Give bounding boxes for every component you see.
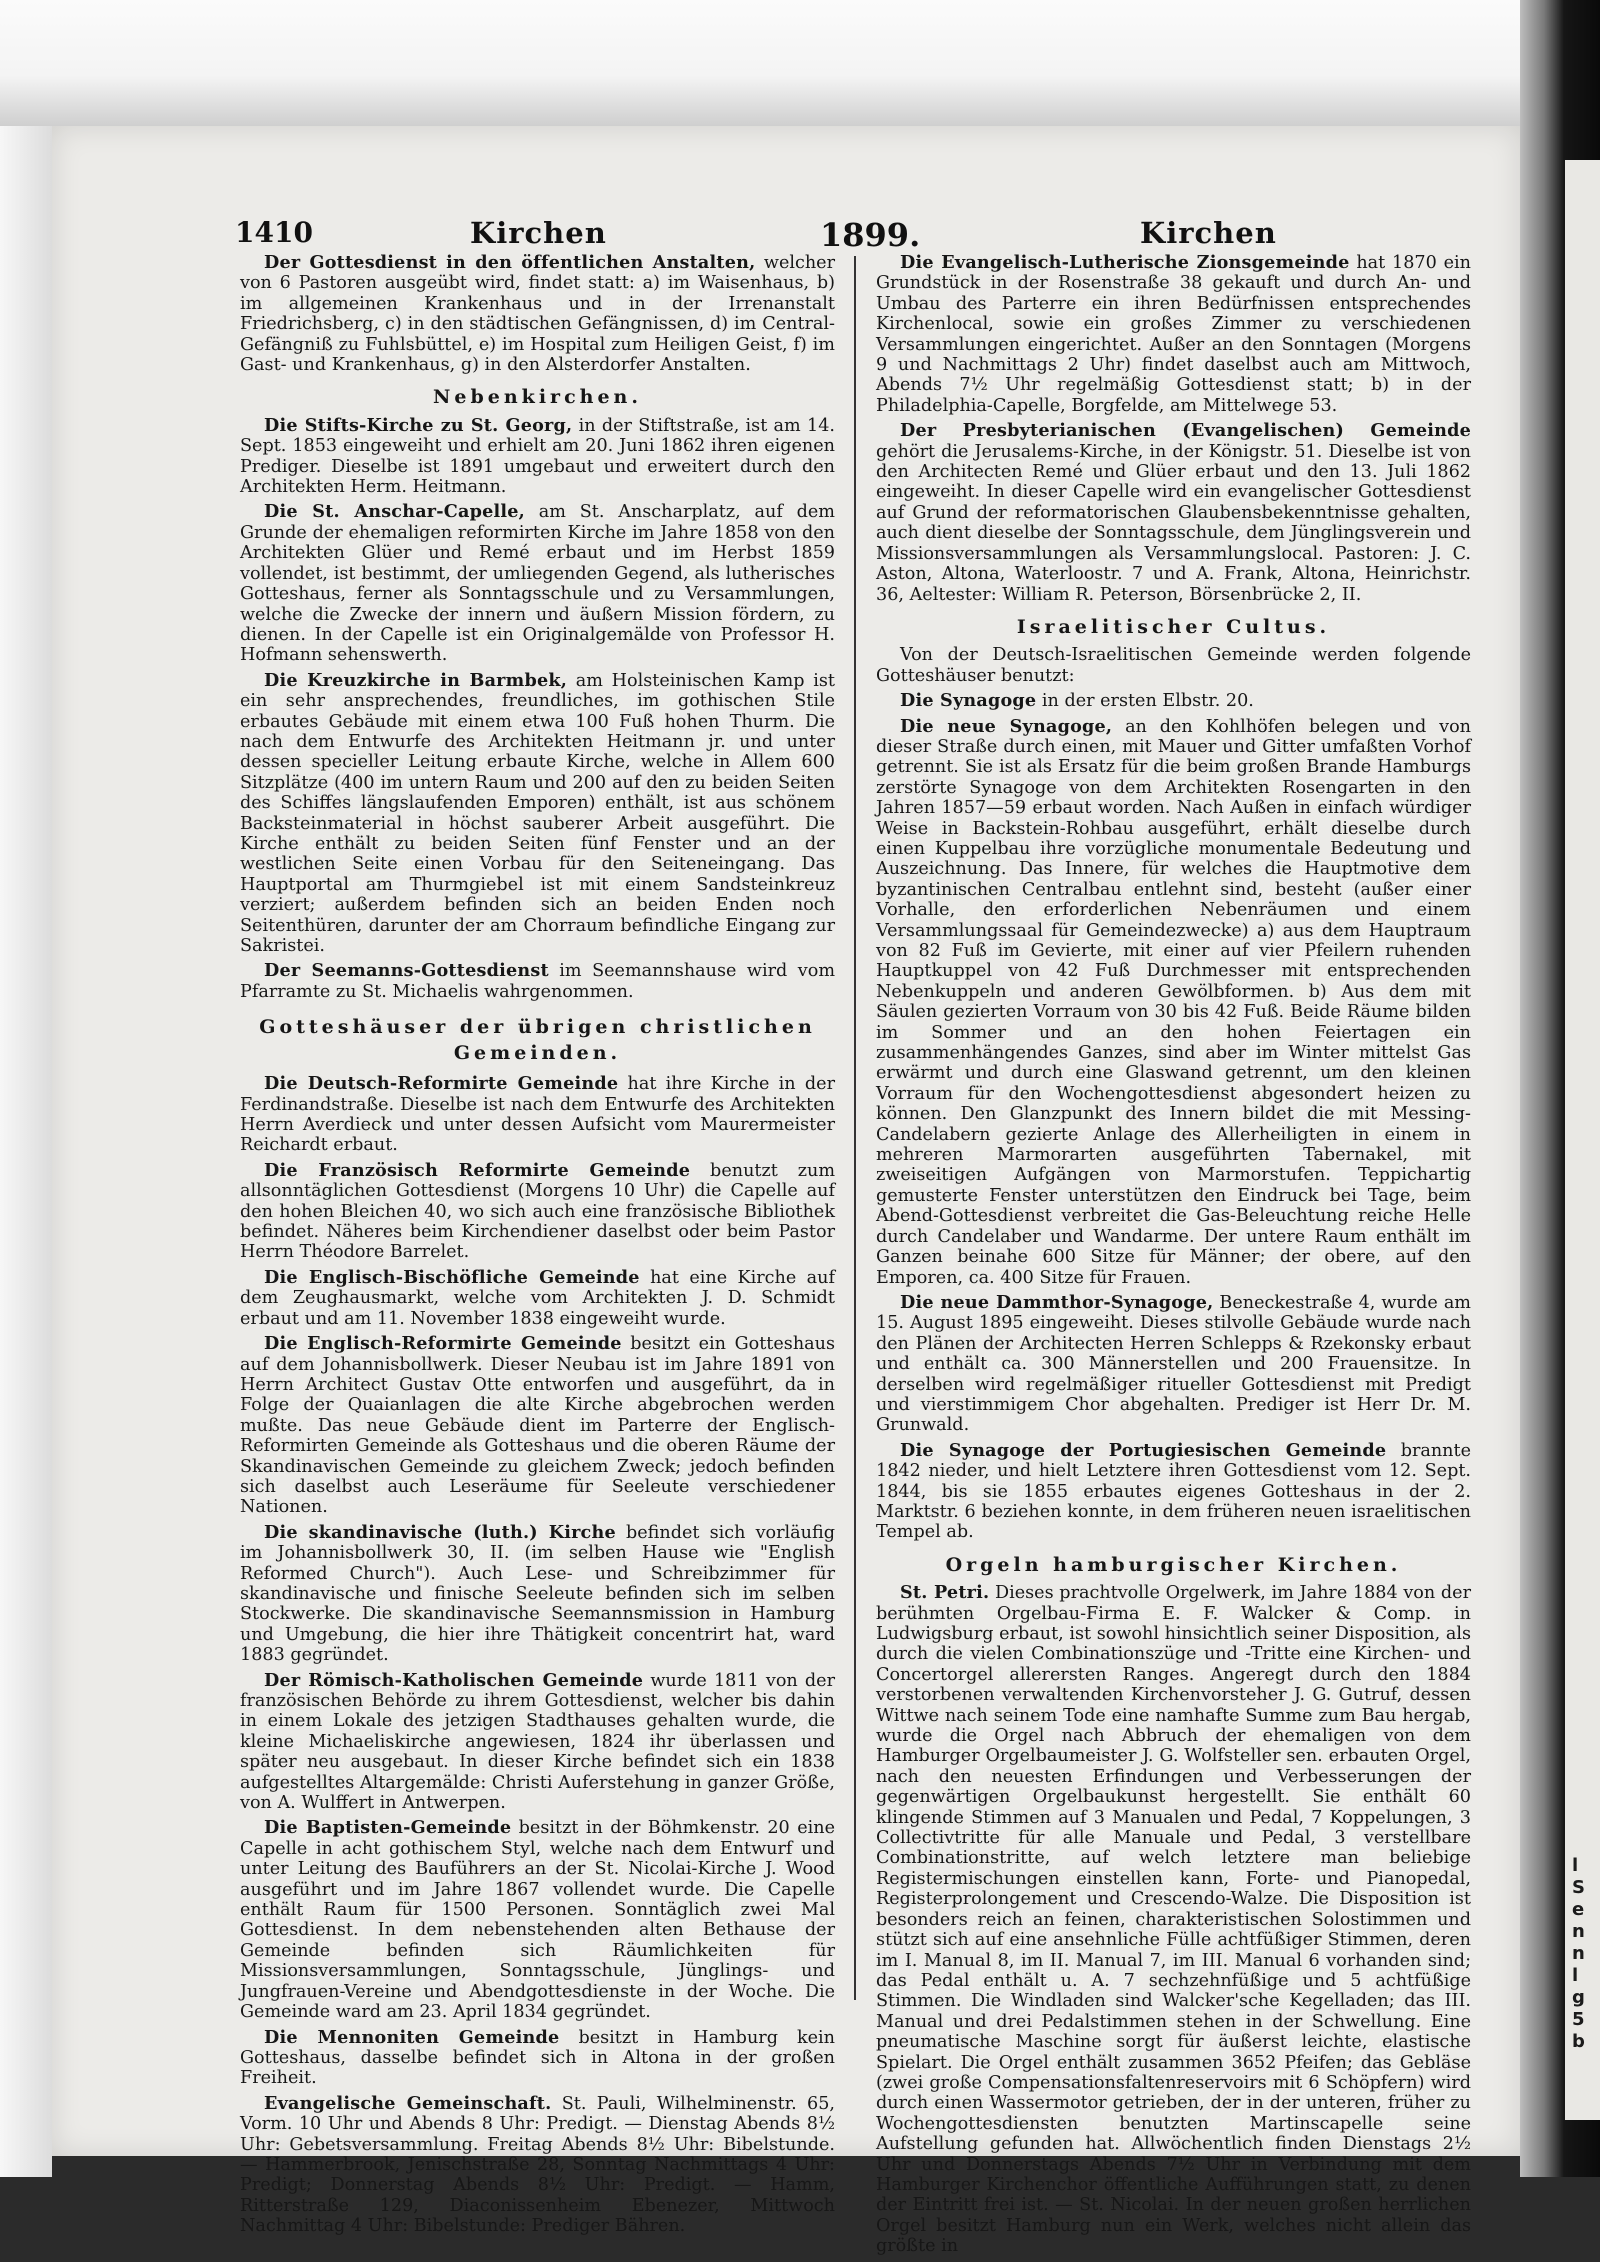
paragraph-mennoniten-gemeinde <box>240 2028 835 2089</box>
paragraph-lead: Die Stifts-Kirche zu St. Georg, <box>264 414 573 436</box>
scan-top-margin <box>0 0 1600 126</box>
edge-letter: S <box>1572 1877 1585 1898</box>
edge-letter: b <box>1572 2031 1585 2052</box>
section-heading-israelitischer-cultus: Israelitischer Cultus. <box>1016 615 1331 638</box>
paragraph-skandinavische-kirche <box>240 1523 835 1666</box>
left-column <box>240 253 835 2242</box>
edge-letter: n <box>1572 1921 1585 1942</box>
column-divider <box>854 256 856 2000</box>
edge-letter: l <box>1572 1855 1579 1876</box>
right-column <box>876 253 1471 2262</box>
paragraph-text: im Seemannshause wird vom Pfarramte zu St. Michaelis wahrgenommen. <box>240 961 836 1002</box>
paragraph-text: in der Stiftstraße, ist am 14. Sept. 1853 eingeweiht und erhielt am 20. Juni 1862 ihren eigenen Prediger. Dieselbe ist 1891 umgebaut und erweitert durch den Architekten Herm. Heitmann. <box>240 415 835 498</box>
page-number: 1410 <box>235 216 313 249</box>
edge-letter: 5 <box>1572 2009 1585 2030</box>
paragraph-text: hat ihre Kirche in der Ferdinandstraße. Dieselbe ist nach dem Entwurfe des Architekten Herrn Averdieck und unter dessen Aufsicht vom Maurermeister Reichardt erbaut. <box>240 1074 835 1156</box>
section-heading-line: Gemeinden. <box>453 1042 622 1065</box>
running-title-right: Kirchen <box>1140 216 1277 250</box>
paragraph-lead: Die Deutsch-Reformirte Gemeinde <box>264 1073 619 1095</box>
paragraph-text: gehört die Jerusalems-Kirche, in der Königstr. 51. Dieselbe ist von den Architecten Remé und Glüer erbaut und den 13. Juli 1862 eingeweiht. In dieser Capelle wird ein evangelischer Gottesdienst auf Grund der reformatorischen Glaubensbekenntnisse gehalten, auch dient dieselbe der Sonntagsschule, dem Jünglingsverein und Missionsversammlungen als Versammlungslocal. Pastoren: J. C. Aston, Altona, Waterloostr. 7 und A. Frank, Altona, Heinrichstr. 36, Aeltester: William R. Peterson, Börsenbrücke 2, II. <box>876 441 1471 605</box>
paragraph-deutsch-reformirte <box>240 1074 835 1156</box>
paragraph-text: besitzt ein Gotteshaus auf dem Johannisbollwerk. Dieser Neubau ist im Jahre 1891 von Herrn Architect Gustav Otte entworfen und ausgeführt, da in Folge der Quaianlagen die alte Kirche abgebrochen werden mußte. Das neue Gebäude dient im Parterre der Englisch-Reformirten Gemeinde als Gotteshaus und die oberen Räume der Skandinavischen Gemeinde zu gleichem Zweck; jedoch befinden sich daselbst auch Leseräume für Seeleute verschiedener Nationen. <box>240 1334 835 1518</box>
scan-left-margin <box>0 126 52 2177</box>
paragraph-presbyterianische <box>876 421 1471 605</box>
paragraph-text: welcher von 6 Pastoren ausgeübt wird, findet statt: a) im Waisenhaus, b) im allgemeinen Krankenhaus und in der Irrenanstalt Friedrichsberg, c) in den städtischen Gefängnissen, d) im Central-Gefängniß zu Fuhlsbüttel, e) im Hospital zum Heiligen Geist, f) im Gast- und Krankenhaus, g) in den Alsterdorfer Anstalten. <box>240 253 835 376</box>
paragraph-kreuzkirche <box>240 671 835 957</box>
paragraph-lead: Die Englisch-Reformirte Gemeinde <box>264 1333 622 1355</box>
paragraph-lead: Die St. Anschar-Capelle, <box>264 501 525 523</box>
running-year: 1899. <box>820 216 921 254</box>
paragraph-text: wurde 1811 von der französischen Behörde zu ihrem Gottesdienst, welcher bis dahin in einem Lokale des jetzigen Stadthauses gehalten wurde, die kleine Michaeliskirche angewiesen, 1824 ihr überlassen und später neu ausgebaut. In dieser Kirche befindet sich ein 1838 aufgestelltes Altargemälde: Christi Auferstehung in ganzer Größe, von A. Wulffert in Antwerpen. <box>240 1670 835 1814</box>
paragraph-roemisch-katholische <box>240 1671 835 1814</box>
paragraph-text: brannte 1842 nieder, und hielt Letztere ihren Gottesdienst vom 12. Sept. 1844, bis sie 1855 erbautes eigenes Gotteshaus in der 2. Marktstr. 6 beziehen konnte, in dem früheren neuen israelitischen Tempel ab. <box>876 1440 1471 1543</box>
next-page-strip <box>1565 160 1600 2120</box>
paragraph-lead: Die neue Dammthor-Synagoge, <box>900 1291 1214 1313</box>
paragraph-englisch-bischoefliche <box>240 1268 835 1329</box>
paragraph-seemanns-gottesdienst <box>240 961 835 1002</box>
paragraph-lead: Die Kreuzkirche in Barmbek, <box>264 669 568 691</box>
paragraph-text: besitzt in Hamburg kein Gotteshaus, dasselbe befindet sich in Altona in der großen Freiheit. <box>240 2027 836 2089</box>
paragraph-lead: Die Französisch Reformirte Gemeinde <box>264 1159 691 1181</box>
paragraph-lead: Die Baptisten-Gemeinde <box>264 1817 512 1839</box>
paragraph-text: St. Pauli, Wilhelminenstr. 65, Vorm. 10 Uhr und Abends 8 Uhr: Predigt. — Dienstag Abends 8½ Uhr: Gebetsversammlung. Freitag Abends 8½ Uhr: Bibelstunde. — Hammerbrook, Jenischstraße 28, Sonntag Nachmittags 4 Uhr: Predigt; Donnerstag Abends 8½ Uhr: Predigt. — Hamm, Ritterstraße 129, Diaconissenheim Ebenezer, Mittwoch Nachmittag 4 Uhr: Bibelstunde: Prediger Bähren. <box>240 2093 835 2237</box>
paragraph-synagoge-elbstr <box>876 691 1471 711</box>
paragraph-oeffentliche-anstalten <box>240 253 835 375</box>
edge-letter: l <box>1572 1965 1579 1986</box>
paragraph-lead: Der Seemanns-Gottesdienst <box>264 960 549 982</box>
paragraph-lead: Evangelische Gemeinschaft. <box>264 2092 552 2114</box>
paragraph-zionsgemeinde <box>876 253 1471 416</box>
paragraph-englisch-reformirte <box>240 1334 835 1518</box>
section-heading-nebenkirchen: Nebenkirchen. <box>433 386 642 409</box>
paragraph-dammthor-synagoge <box>876 1293 1471 1436</box>
paragraph-text: benutzt zum allsonntäglichen Gottesdienst (Morgens 10 Uhr) die Capelle auf den hohen Bleichen 40, wo sich auch eine französische Bibliothek befindet. Näheres beim Kirchendiener daselbst oder beim Pastor Herrn Théodore Barrelet. <box>240 1160 836 1263</box>
paragraph-lead: Die Englisch-Bischöfliche Gemeinde <box>264 1266 640 1288</box>
paragraph-text: hat 1870 ein Grundstück in der Rosenstraße 38 gekauft und durch An- und Umbau des Parterre ein ihren Bedürfnissen entsprechendes Kirchenlocal, sowie ein großes Zimmer zu verschiedenen Versammlungen eingerichtet. Außer an den Sonntagen (Morgens 9 und Nachmittags 2 Uhr) findet daselbst auch am Mittwoch, Abends 7½ Uhr regelmäßig Gottesdienst statt; b) in der Philadelphia-Capelle, Borgfelde, am Mittelwege 53. <box>876 253 1471 416</box>
paragraph-deutsch-israelitische <box>876 645 1471 686</box>
edge-letter: n <box>1572 1943 1585 1964</box>
paragraph-stifts-kirche <box>240 416 835 498</box>
edge-letter: e <box>1572 1899 1585 1920</box>
paragraph-lead: Die Synagoge der Portugiesischen Gemeinde <box>900 1439 1387 1461</box>
paragraph-lead: Der Presbyterianischen (Evangelischen) Gemeinde <box>900 420 1471 442</box>
paragraph-text: befindet sich vorläufig im Johannisbollwerk 30, II. (im selben Hause wie "English Reformed Church"). Auch Lese- und Schreibzimmer für skandinavische und finische Seeleute befinden sich im selben Stockwerke. Die skandinavische Seemannsmission in Hamburg und Umgebung, die hier ihre Thätigkeit concentrirt hat, ward 1883 gegründet. <box>240 1522 835 1666</box>
edge-letter: g <box>1572 1987 1585 2008</box>
paragraph-baptisten-gemeinde <box>240 1818 835 2022</box>
paragraph-lead: Der Römisch-Katholischen Gemeinde <box>264 1669 644 1691</box>
section-heading-line: Gotteshäuser der übrigen christlichen <box>259 1016 816 1039</box>
paragraph-text: Dieses prachtvolle Orgelwerk, im Jahre 1884 von der berühmten Orgelbau-Firma E. F. Walcker & Comp. in Ludwigsburg erbaut, ist sowohl hinsichtlich seiner Disposition, als durch die vielen Combinationszüge und -Tritte eine Kirchen- und Concertorgel allerersten Ranges. Angeregt durch den 1884 verstorbenen verwaltenden Kirchenvorsteher J. G. Gutruf, dessen Wittwe nach seinem Tode eine namhafte Summe zum Bau hergab, wurde die Orgel nach Abbruch der ehemaligen von dem Hamburger Orgelbaumeister J. G. Wolfsteller sen. erbauten Orgel, nach den neuesten Erfindungen und Verbesserungen der gegenwärtigen Orgelbaukunst hergestellt. Sie enthält 60 klingende Stimmen auf 3 Manualen und Pedal, 7 Koppelungen, 3 Collectivtritte für alle Manuale und Pedal, 3 verstellbare Combinationstritte, auf welch letztere man beliebige Registermischungen einstellen kann, Forte- und Pianopedal, Registerprolongement und Crescendo-Walze. Die Disposition ist besonders reich an feinen, charakteristischen Solostimmen und stützt sich auf eine ansehnliche Fülle achtfüßiger Stimmen, deren im I. Manual 8, im II. Manual 7, im III. Manual 6 vorhanden sind; das Pedal enthält u. A. 7 sechzehnfüßige und 5 achtfüßige Stimmen. Die Windladen sind Walcker'sche Kegelladen; das III. Manual und drei Pedalstimmen stehen in der Schwellung. Eine pneumatische Maschine sorgt für äußerst leichte, elastische Spielart. Die Orgel enthält zusammen 3652 Pfeifen; das Gebläse (zwei große Compensationsfaltenreservoirs mit 6 Schöpfern) wird durch einen Wassermotor getrieben, der in der unteren, früher zu Wochengottesdiensten benutzten Martinscapelle seine Aufstellung gefunden hat. Allwöchentlich finden Dienstags 2½ Uhr und Donnerstags Abends 7½ Uhr in Verbindung mit dem Hamburger Kirchenchor öffentliche Aufführungen statt, zu denen der Eintritt frei ist. — St. Nicolai. In der neuen großen herrlichen Orgel besitzt Hamburg nun ein Werk, welches nicht allein das größte in <box>876 1583 1471 2257</box>
paragraph-text: am Holsteinischen Kamp ist ein sehr ansprechendes, freundliches, im gothischen Stile erbautes Gebäude mit einem etwa 100 Fuß hohen Thurm. Die nach dem Entwurfe des Architekten Heitmann jr. und unter dessen specieller Leitung erbaute Kirche, welche in Allem 600 Sitzplätze (400 im untern Raum und 200 auf den zu beiden Seiten des Schiffes längslaufenden Emporen) enthält, ist aus schönem Backsteinmaterial in höchst sauberer Arbeit ausgeführt. Die Kirche enthält zu beiden Seiten fünf Fenster und an der westlichen Seite einen Vorbau für den Seiteneingang. Das Hauptportal am Thurmgiebel ist mit einem Sandsteinkreuz verziert; außerdem befinden sich an beiden Enden noch Seitenthüren, darunter der am Chorraum befindliche Eingang zur Sakristei. <box>240 670 835 956</box>
paragraph-lead: Die Evangelisch-Lutherische Zionsgemeinde <box>900 252 1350 273</box>
paragraph-lead: Die Mennoniten Gemeinde <box>264 2026 560 2048</box>
paragraph-anschar-capelle <box>240 502 835 665</box>
paragraph-lead: St. Petri. <box>900 1582 990 1604</box>
paragraph-text: am St. Anscharplatz, auf dem Grunde der ehemaligen reformirten Kirche im Jahre 1858 von den Architekten Glüer und Remé erbaut und im Herbst 1859 vollendet, ist bestimmt, der umliegenden Gegend, als lutherisches Gotteshaus, ferner als Sonntagsschule und zu Versammlungen, welche die Zwecke der innern und äußern Mission fördern, zu dienen. In der Capelle ist ein Originalgemälde von Professor H. Hofmann sehenswerth. <box>240 502 835 666</box>
section-heading-orgeln: Orgeln hamburgischer Kirchen. <box>945 1553 1402 1576</box>
paragraph-franzoesisch-reformirte <box>240 1161 835 1263</box>
paragraph-lead: Die Synagoge <box>900 690 1037 712</box>
paragraph-orgel-st-petri <box>876 1583 1471 2256</box>
paragraph-text: Beneckestraße 4, wurde am 15. August 1895 eingeweiht. Dieses stilvolle Gebäude wurde nach den Plänen der Architecten Herren Schlepps & Rzekonsky erbaut und enthält ca. 300 Männerstellen und 200 Frauensitze. In derselben wird regelmäßiger ritueller Gottesdienst mit Predigt und vierstimmigem Chor abgehalten. Prediger ist Herr Dr. M. Grunwald. <box>876 1292 1471 1436</box>
paragraph-text: hat eine Kirche auf dem Zeughausmarkt, welche vom Architekten J. D. Schmidt erbaut und am 11. November 1838 eingeweiht wurde. <box>240 1267 835 1329</box>
paragraph-lead: Die neue Synagoge, <box>900 715 1113 737</box>
paragraph-evangelische-gemeinschaft <box>240 2094 835 2237</box>
paragraph-text: in der ersten Elbstr. 20. <box>1036 691 1254 712</box>
section-heading-gotteshaeuser <box>240 1014 835 1066</box>
running-title-left: Kirchen <box>470 216 607 250</box>
paragraph-text: Von der Deutsch-Israelitischen Gemeinde werden folgende Gotteshäuser benutzt: <box>876 645 1471 686</box>
paragraph-neue-synagoge <box>876 717 1471 1288</box>
paragraph-portugiesische-synagoge <box>876 1441 1471 1543</box>
paragraph-text: besitzt in der Böhmkenstr. 20 eine Capelle in acht gothischem Styl, welche nach dem Entwurf und unter Leitung des Bauführers an der St. Nicolai-Kirche J. Wood ausgeführt und im Jahre 1867 vollendet wurde. Die Capelle enthält Raum für 1500 Personen. Sonntäglich zwei Mal Gottesdienst. In dem nebenstehenden alten Bethause der Gemeinde befinden sich Räumlichkeiten für Missionsversammlungen, Sonntagsschule, Jünglings- und Jungfrauen-Vereine und Abendgottesdienste in der Woche. Die Gemeinde ward am 23. April 1834 gegründet. <box>240 1818 835 2023</box>
next-page-letters <box>1572 1855 1598 2053</box>
paragraph-text: an den Kohlhöfen belegen und von dieser Straße durch einen, mit Mauer und Gitter umfaßten Vorhof getrennt. Sie ist als Ersatz für die beim großen Brande Hamburgs zerstörte Synagoge von dem Architekten Rosengarten in den Jahren 1857—59 erbaut worden. Nach Außen in einfach würdiger Weise in Backstein-Rohbau ausgeführt, erhält dieselbe durch einen Kuppelbau ihre vorzügliche monumentale Bedeutung und Auszeichnung. Das Innere, für welches die Hauptmotive dem byzantinischen Centralbau entlehnt sind, besteht (außer einer Vorhalle, den erforderlichen Nebenräumen und einem Versammlungssaal für Gemeindezwecke) a) aus dem Hauptraum von 82 Fuß im Gevierte, mit einer auf vier Pfeilern ruhenden Hauptkuppel von 42 Fuß Durchmesser mit entsprechenden Nebenkuppeln und anderen Gewölbformen. b) Aus dem mit Säulen gezierten Vorraum von 30 bis 42 Fuß. Beide Räume bilden im Sommer und an den hohen Feiertagen ein zusammenhängendes Ganzes, sind aber im Winter mittelst Gas erwärmt und durch eine Glaswand getrennt, um den kleinen Vorraum für den Wochengottesdienst abgesondert heizen zu können. Den Glanzpunkt des Innern bildet die mit Messing-Candelabern gezierte Anlage des Allerheiligten in einem in mehreren Marmorarten ausgeführten Tabernakel, mit zweiseitigen Aufgängen von Marmorstufen. Teppichartig gemusterte Fenster unterstützen den Eindruck bei Tage, beim Abend-Gottesdienst verbreitet die Gas-Beleuchtung reiche Helle durch Candelaber und Wandarme. Der untere Raum enthält im Ganzen beinahe 600 Sitze für Männer; der obere, auf den Emporen, ca. 400 Sitze für Frauen. <box>876 716 1471 1288</box>
paragraph-lead: Die skandinavische (luth.) Kirche <box>264 1521 616 1543</box>
paragraph-lead: Der Gottesdienst in den öffentlichen Anstalten, <box>264 252 756 273</box>
page-header <box>235 216 1475 252</box>
